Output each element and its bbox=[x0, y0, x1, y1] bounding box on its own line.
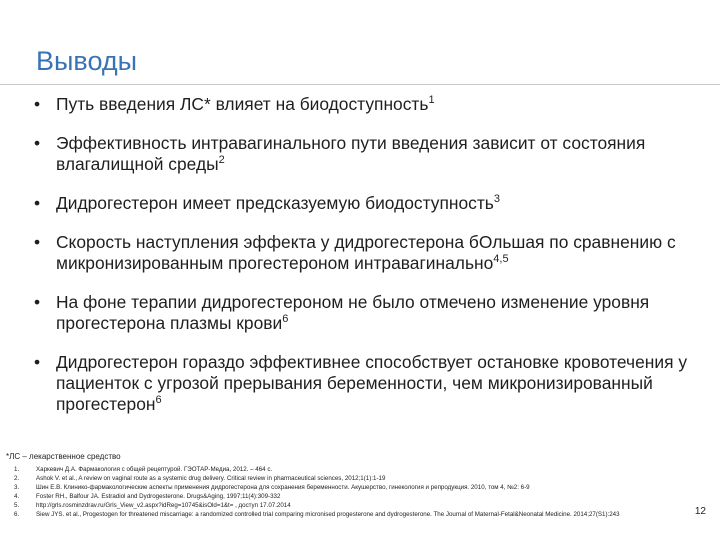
bullet-marker: • bbox=[34, 232, 41, 252]
reference-item bbox=[14, 465, 704, 474]
bullet-ref: 6 bbox=[155, 394, 162, 407]
bullet-text: Скорость наступления эффекта у дидрогестерона бОльшая по сравнению с микронизированным прогестероном интравагинально bbox=[56, 232, 676, 273]
bullet-marker: • bbox=[34, 352, 41, 372]
reference-item bbox=[14, 501, 704, 510]
bullet-ref: 3 bbox=[493, 193, 500, 206]
bullet-ref: 6 bbox=[282, 313, 289, 326]
bullet-text: Путь введения ЛС* влияет на биодоступность bbox=[56, 94, 429, 114]
reference-number: 3. bbox=[14, 484, 20, 491]
bullet-text: Эффективность интравагинального пути введения зависит от состояния влагалищной среды bbox=[56, 133, 646, 174]
abbreviation-footnote: *ЛС – лекарственное средство bbox=[6, 452, 121, 461]
bullet-item bbox=[34, 133, 694, 175]
slide-title: Выводы bbox=[36, 46, 138, 76]
bullet-text: На фоне терапии дидрогестероном не было отмечено изменение уровня прогестерона плазмы крови bbox=[56, 292, 650, 333]
reference-text: Siew JYS. et al., Progestogen for threatened miscarriage: a randomized controlled trial comparing micronised progesterone and dydrogesterone. The Journal of Maternal-Fetal&Neonatal Medicine. 2014;27(S1):243 bbox=[36, 511, 620, 518]
reference-text: http://grls.rosminzdrav.ru/Grls_View_v2.aspx?idReg=10745&isOld=1&t= , доступ 17.07.2014 bbox=[36, 502, 291, 509]
bullet-item bbox=[34, 232, 694, 274]
reference-text: Ashok V. et al., A review on vaginal route as a systemic drug delivery. Critical review in pharmaceutical sciences, 2012;1(1):1-19 bbox=[36, 475, 386, 482]
bullet-ref: 1 bbox=[428, 94, 435, 107]
bullet-item bbox=[34, 94, 694, 115]
reference-number: 6. bbox=[14, 511, 20, 518]
bullet-marker: • bbox=[34, 133, 41, 153]
reference-text: Foster RH., Balfour JA. Estradiol and Dydrogesterone. Drugs&Aging, 1997;11(4):309-332 bbox=[36, 493, 281, 500]
bullet-item bbox=[34, 193, 694, 214]
reference-number: 4. bbox=[14, 493, 20, 500]
reference-number: 2. bbox=[14, 475, 20, 482]
bullet-list bbox=[34, 94, 694, 433]
reference-item bbox=[14, 510, 704, 519]
bullet-marker: • bbox=[34, 292, 41, 312]
reference-list bbox=[14, 465, 704, 519]
reference-text: Харкевич Д.А. Фармакология с общей рецептурой. ГЭОТАР-Медиа, 2012. – 464 с. bbox=[36, 466, 273, 473]
bullet-item bbox=[34, 292, 694, 334]
reference-number: 1. bbox=[14, 466, 20, 473]
reference-item bbox=[14, 492, 704, 501]
bullet-marker: • bbox=[34, 193, 41, 213]
bullet-text: Дидрогестерон имеет предсказуемую биодоступность bbox=[56, 193, 494, 213]
bullet-ref: 2 bbox=[218, 154, 225, 167]
title-divider bbox=[0, 84, 720, 85]
reference-text: Шин Е.В. Клинико-фармакологические аспекты применения дидрогестерона для сохранения беременности. Акушерство, гинекология и репродукция. 2010, том 4, №2: 6-9 bbox=[36, 484, 530, 491]
page-number: 12 bbox=[694, 506, 706, 517]
reference-item bbox=[14, 474, 704, 483]
reference-item bbox=[14, 483, 704, 492]
bullet-marker: • bbox=[34, 94, 41, 114]
bullet-ref: 4,5 bbox=[493, 253, 509, 266]
bullet-text: Дидрогестерон гораздо эффективнее способствует остановке кровотечения у пациенток с угрозой прерывания беременности, чем микронизированный прогестерон bbox=[56, 352, 688, 414]
reference-number: 5. bbox=[14, 502, 20, 509]
bullet-item bbox=[34, 352, 694, 415]
